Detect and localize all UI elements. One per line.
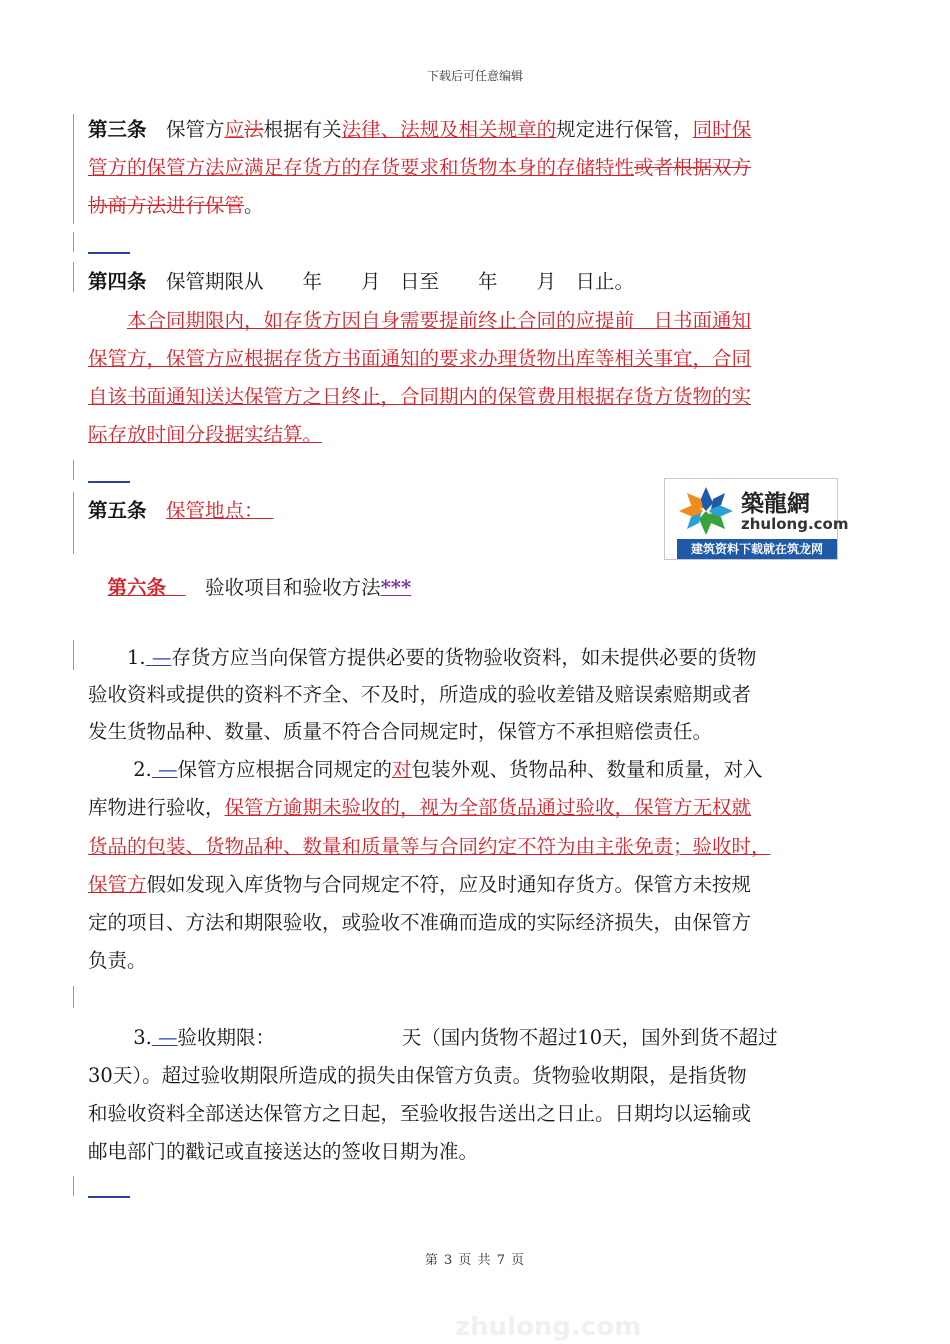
- inserted-text: 应: [224, 118, 245, 141]
- inserted-text: 法律、法规及相关规章的: [341, 118, 557, 141]
- zhulong-logo: [664, 478, 849, 560]
- item-3-line-4: 邮电部门的戳记或直接送达的签收日期为准。: [88, 1140, 479, 1163]
- revision-bar: [73, 460, 74, 480]
- watermark-text: zhulong.com: [455, 1312, 642, 1342]
- item-2-line-2: 库物进行验收，保管方逾期未验收的，视为全部货品通过验收，保管方无权就: [88, 796, 752, 819]
- inserted-text: 管方的保管方法应满足存货方的存货要求和货物本身的存储特性: [88, 156, 635, 179]
- item-1-line-3: 发生货物品种、数量、质量不符合合同规定时，保管方不承担赔偿责任。: [88, 720, 713, 743]
- deleted-text: 或者根据双方: [634, 156, 752, 179]
- deleted-text: 法: [244, 118, 264, 141]
- article-4-line: 第四条 保管期限从 年 月 日至 年 月 日止。: [88, 270, 635, 293]
- article-3-line-1: 第三条 保管方应法根据有关法律、法规及相关规章的规定进行保管，同时保: [88, 118, 752, 141]
- logo-slogan: 建筑资料下载就在筑龙网: [677, 539, 837, 559]
- blank-underline: [88, 252, 130, 254]
- blank-underline: [88, 1196, 130, 1198]
- deleted-text: 协商方法进行保管: [88, 194, 245, 217]
- article-6-label: 第六条: [107, 576, 167, 599]
- item-3-line-1: 3. —验收期限： 天（国内货物不超过10天，国外到货不超过: [133, 1026, 778, 1049]
- logo-mark-icon: [677, 485, 735, 537]
- revision-bar: [73, 640, 74, 670]
- article-3-line-3: 协商方法进行保管。: [88, 194, 264, 217]
- article-3-label: 第三条: [88, 118, 147, 141]
- article-5-line: 第五条 保管地点：: [88, 499, 254, 522]
- article-5-label: 第五条: [88, 499, 147, 522]
- revision-bar: [73, 114, 74, 224]
- page-header: 下载后可任意编辑: [426, 69, 523, 83]
- article-4-para-1: 本合同期限内，如存货方因自身需要提前终止合同的应提前 日书面通知: [127, 309, 752, 332]
- blank-underline: [88, 481, 130, 483]
- revision-bar: [73, 1176, 74, 1196]
- article-4-para-2: 保管方，保管方应根据存货方书面通知的要求办理货物出库等相关事宜，合同: [88, 347, 752, 370]
- revision-bar: [73, 232, 74, 252]
- item-2-line-1: 2. —保管方应根据合同规定的对包装外观、货物品种、数量和质量，对入: [133, 758, 763, 781]
- article-4-para-4: 际存放时间分段据实结算。: [88, 423, 323, 446]
- item-2-line-3: 货品的包装、货物品种、数量和质量等与合同约定不符为由主张免责；验收时，: [88, 835, 771, 858]
- revision-bar: [73, 262, 74, 292]
- revision-bar: [73, 492, 74, 554]
- item-2-line-4: 保管方假如发现入库货物与合同规定不符，应及时通知存货方。保管方未按规: [88, 873, 752, 896]
- article-4-label: 第四条: [88, 270, 147, 293]
- article-3-line-2: [88, 150, 863, 186]
- item-3-line-2: 30天）。超过验收期限所造成的损失由保管方负责。货物验收期限，是指货物: [88, 1064, 747, 1087]
- item-3-line-3: 和验收资料全部送达保管方之日起，至验收报告送出之日止。日期均以运输或: [88, 1102, 752, 1125]
- item-1-line-1: 1. —存货方应当向保管方提供必要的货物验收资料，如未提供必要的货物: [127, 646, 757, 669]
- page-footer: 第 3 页 共 7 页: [424, 1253, 526, 1268]
- item-2-line-6: 负责。: [88, 949, 147, 972]
- logo-chinese-name: 築龍網: [741, 491, 810, 517]
- stars-mark: ***: [380, 576, 412, 599]
- revision-bar: [73, 986, 74, 1008]
- inserted-text: 同时保: [692, 118, 752, 141]
- logo-domain: zhulong.com: [741, 515, 849, 533]
- article-6-line: 第六条 验收项目和验收方法***: [107, 576, 412, 599]
- item-1-line-2: 验收资料或提供的资料不齐全、不及时，所造成的验收差错及赔误索赔期或者: [88, 683, 752, 706]
- article-4-para-3: 自该书面通知送达保管方之日终止，合同期内的保管费用根据存货方货物的实: [88, 385, 752, 408]
- item-2-line-5: 定的项目、方法和期限验收，或验收不准确而造成的实际经济损失，由保管方: [88, 911, 752, 934]
